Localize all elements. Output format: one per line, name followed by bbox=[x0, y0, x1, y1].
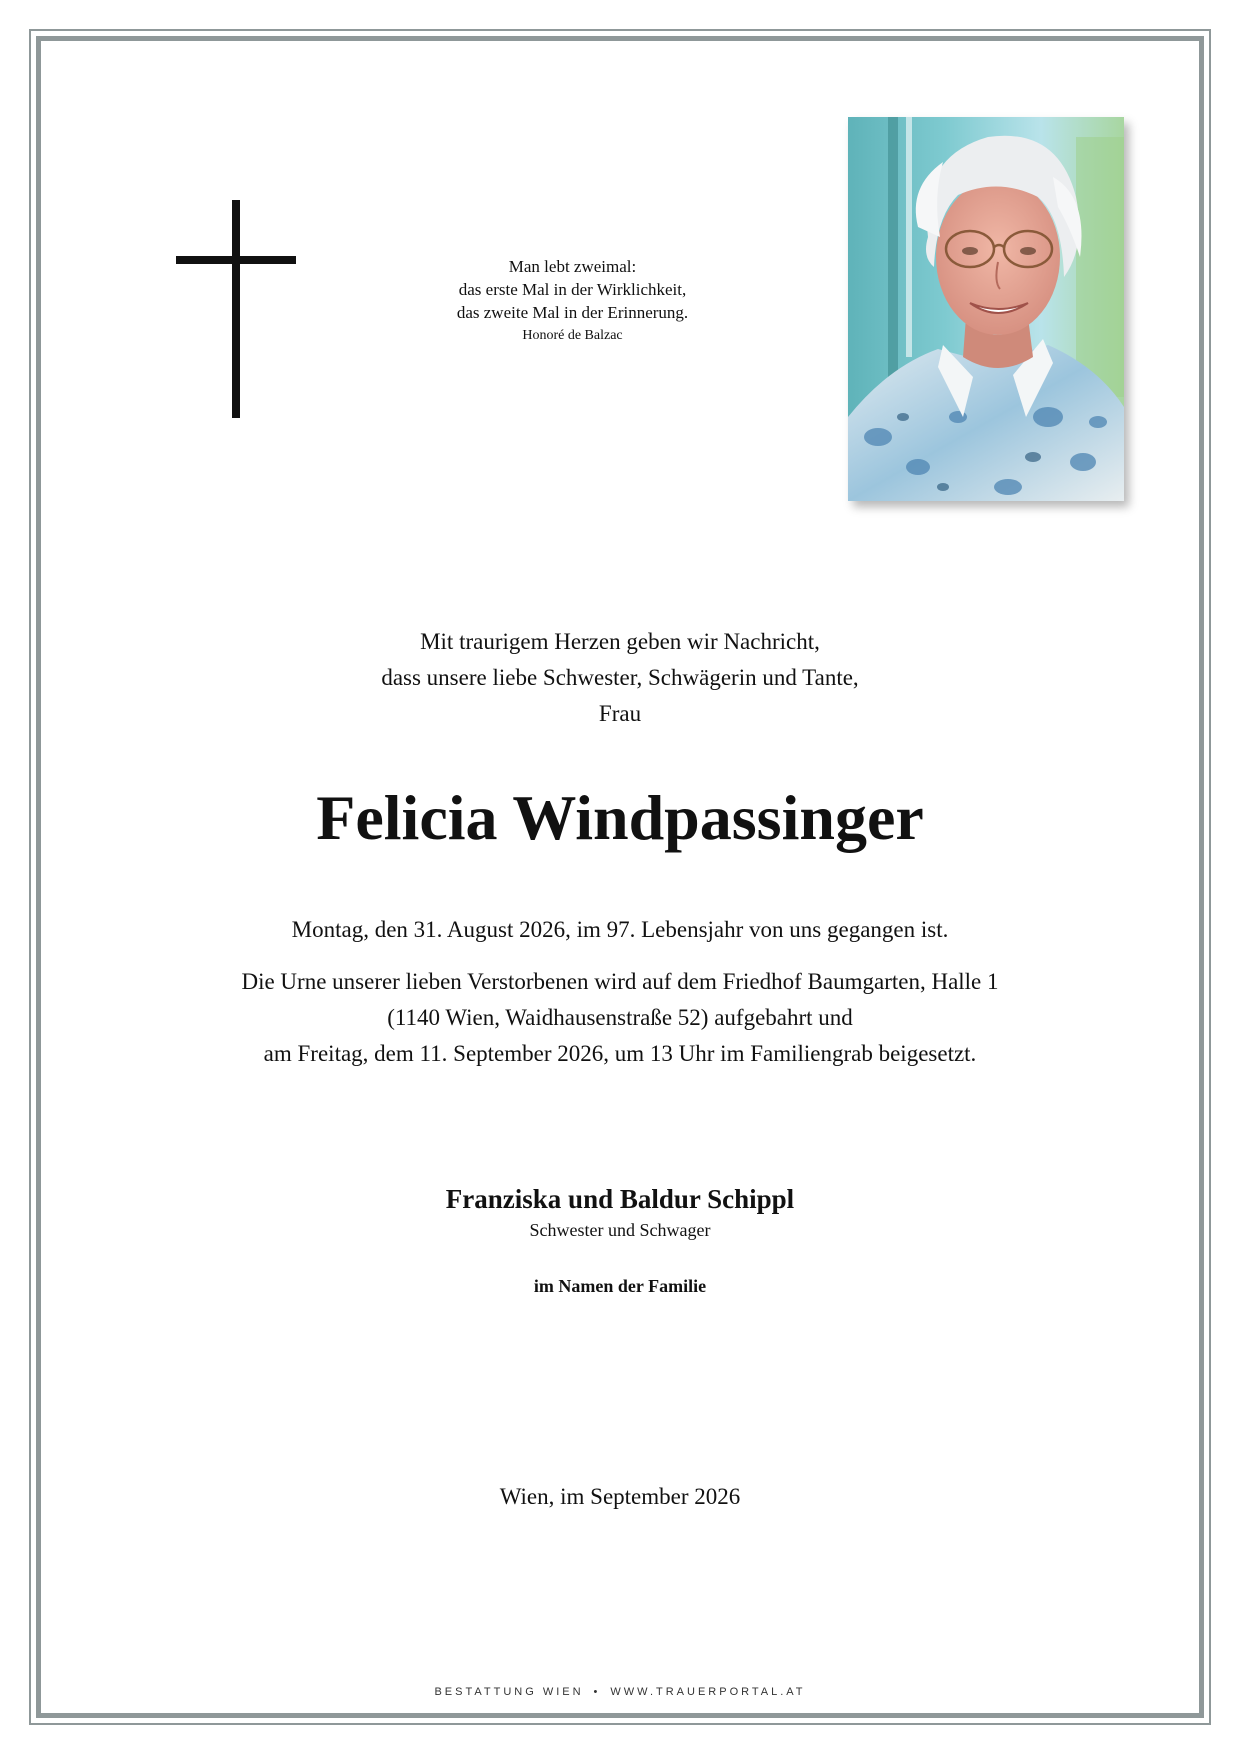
place-date: Wien, im September 2026 bbox=[499, 1484, 741, 1509]
footer-separator: • bbox=[593, 1686, 601, 1698]
cross-icon bbox=[176, 200, 296, 418]
death-notice: Montag, den 31. August 2026, im 97. Lebensjahr von uns gegangen ist. bbox=[291, 917, 949, 942]
footer-website: WWW.TRAUERPORTAL.AT bbox=[610, 1686, 806, 1698]
footer-company: BESTATTUNG WIEN bbox=[434, 1686, 584, 1698]
mourner-relation: Schwester und Schwager bbox=[529, 1220, 711, 1240]
mourner-names: Franziska und Baldur Schippl bbox=[445, 1184, 795, 1214]
intro-line: Mit traurigem Herzen geben wir Nachricht, bbox=[420, 629, 820, 654]
urn-notice-line: Die Urne unserer lieben Verstorbenen wird auf dem Friedhof Baumgarten, Halle 1 bbox=[241, 969, 999, 994]
deceased-name: Felicia Windpassinger bbox=[316, 782, 924, 853]
intro-text bbox=[100, 624, 1140, 732]
quote-line: das zweite Mal in der Erinnerung. bbox=[456, 303, 689, 322]
urn-notice-line: (1140 Wien, Waidhausenstraße 52) aufgebahrt und bbox=[387, 1005, 853, 1030]
quote-line: Man lebt zweimal: bbox=[508, 257, 637, 276]
urn-notice-line: am Freitag, dem 11. September 2026, um 13 Uhr im Familiengrab beigesetzt. bbox=[263, 1041, 977, 1066]
intro-line: Frau bbox=[598, 701, 642, 726]
intro-line: dass unsere liebe Schwester, Schwägerin und Tante, bbox=[381, 665, 859, 690]
urn-notice bbox=[100, 964, 1140, 1072]
quote-author: Honoré de Balzac bbox=[522, 328, 623, 343]
quote-line: das erste Mal in der Wirklichkeit, bbox=[458, 280, 687, 299]
family-note: im Namen der Familie bbox=[533, 1276, 707, 1296]
footer bbox=[100, 1684, 1140, 1700]
portrait-photo bbox=[848, 117, 1124, 501]
quote-block bbox=[400, 255, 745, 348]
